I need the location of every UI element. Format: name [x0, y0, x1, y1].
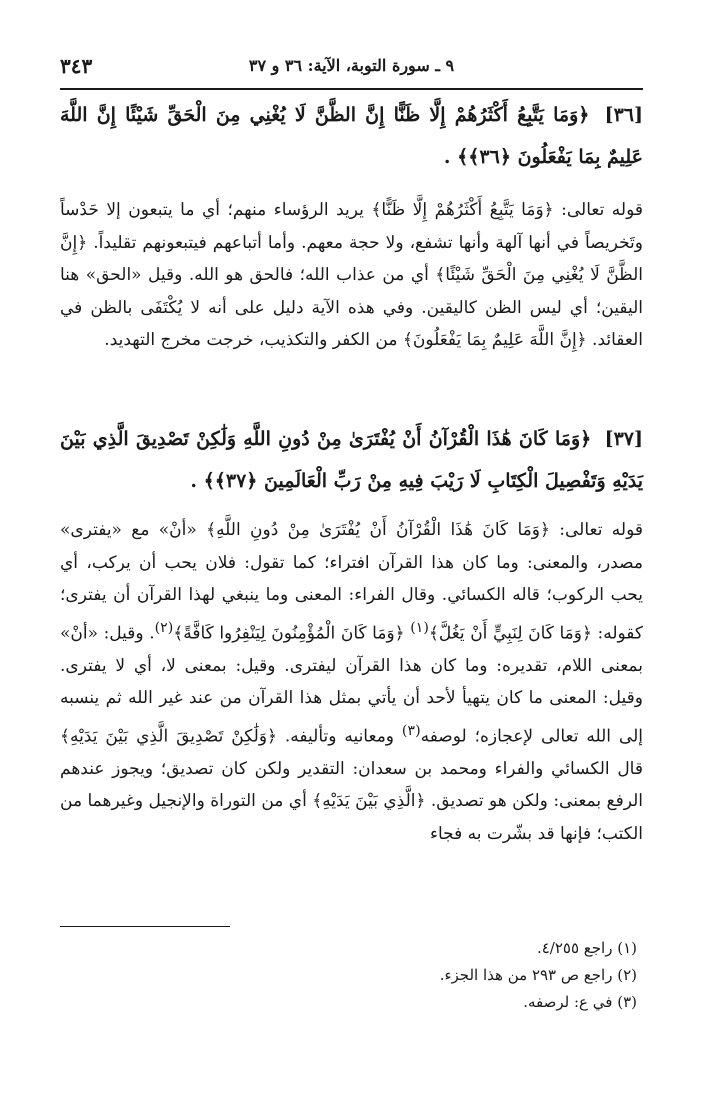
- footnote-ref-1: (١): [410, 619, 429, 636]
- verse-37: [60, 418, 643, 502]
- footnote-3: (٣) في ع: لرصفه.: [523, 993, 637, 1011]
- footnote-1: (١) راجع ٤/٢٥٥.: [536, 939, 637, 957]
- commentary-paragraph-1: قوله تعالى: ﴿وَمَا يَتَّبِعُ أَكْثَرُهُمْ إِلَّا ظَنًّا﴾ يريد الرؤساء منهم؛ أي ما يتبعون إلا حَدْساً وتَخريصاً في أنها آلهة وأنها تشفع، ولا حجة معهم. وأما أتباعهم فيتبعونهم تقليداً. ﴿إِنَّ الظَّنَّ لَا يُغْنِي مِنَ الْحَقِّ شَيْئًا﴾ أي من عذاب الله؛ فالحق هو الله. وقيل «الحق» هنا اليقين؛ أي ليس الظن كاليقين. وفي هذه الآية دليل على أنه لا يُكْتَفَى بالظن في العقائد. ﴿إِنَّ اللَّهَ عَلِيمٌ بِمَا يَفْعَلُونَ﴾ من الكفر والتكذيب، خرجت مخرج التهديد.: [60, 200, 643, 350]
- verse-36: [60, 94, 643, 178]
- paragraph-2-part-4: ومعانيه وتأليفه. ﴿وَلَٰكِنْ تَصْدِيقَ الَّذِي بَيْنَ يَدَيْهِ﴾ قال الكسائي والفراء ومحمد بن سعدان: التقدير ولكن كان تصديق؛ ويجوز عندهم الرفع بمعنى: ولكن هو تصديق. ﴿الَّذِي بَيْنَ يَدَيْهِ﴾ أي من التوراة والإنجيل وغيرهما من الكتب؛ فإنها قد بشّرت به فجاء: [60, 726, 643, 844]
- page-number: ٣٤٣: [60, 54, 93, 78]
- commentary-paragraph-2: [60, 514, 643, 850]
- verse-37-number: [٣٧]: [604, 428, 643, 450]
- page-header: [60, 50, 643, 80]
- verse-36-number: [٣٦]: [604, 104, 643, 126]
- footnote-rule: [60, 926, 230, 927]
- verse-36-text: ﴿وَمَا يَتَّبِعُ أَكْثَرُهُمْ إِلَّا ظَنًّا إِنَّ الظَّنَّ لَا يُغْنِي مِنَ الْحَقِّ شَيْئًا إِنَّ اللَّهَ عَلِيمٌ بِمَا يَفْعَلُونَ ﴿٣٦﴾﴾ .: [60, 104, 643, 168]
- header-rule: [60, 88, 643, 90]
- footnote-ref-2: (٢): [154, 619, 174, 636]
- verse-37-text: ﴿وَمَا كَانَ هَٰذَا الْقُرْآنُ أَنْ يُفْتَرَىٰ مِنْ دُونِ اللَّهِ وَلَٰكِنْ تَصْدِيقَ الَّذِي بَيْنَ يَدَيْهِ وَتَفْصِيلَ الْكِتَابِ لَا رَيْبَ فِيهِ مِنْ رَبِّ الْعَالَمِينَ ﴿٣٧﴾﴾ .: [60, 428, 643, 492]
- footnote-2: (٢) راجع ص ٢٩٣ من هذا الجزء.: [439, 966, 637, 984]
- paragraph-2-part-1: قوله تعالى: ﴿وَمَا كَانَ هَٰذَا الْقُرْآنُ أَنْ يُفْتَرَىٰ مِنْ دُونِ اللَّهِ﴾ «أنْ» مع «يفترى» مصدر، والمعنى: وما كان هذا القرآن افتراء؛ كما تقول: فلان يحب أن يركب، أي يحب الركوب؛ قاله الكسائي. وقال الفراء: المعنى وما ينبغي لهذا القرآن أن يفترى؛ كقوله: ﴿وَمَا كَانَ لِنَبِيٍّ أَنْ يَغُلَّ﴾: [60, 520, 643, 644]
- running-head: ٩ ـ سورة التوبة، الآية: ٣٦ و ٣٧: [248, 56, 455, 75]
- paragraph-2-part-3: . وقيل: «أنْ» بمعنى اللام، تقديره: وما كان هذا القرآن ليفترى. وقيل: بمعنى لا، أي لا يفترى. وقيل: المعنى ما كان يتهيأ لأحد أن يأتي بمثل هذا القرآن من عند غير الله ثم ينسبه إلى الله تعالى لإعجازه؛ لوصفه: [60, 623, 643, 747]
- paragraph-2-part-2: ﴿وَمَا كَانَ الْمُؤْمِنُونَ لِيَنْفِرُوا كَافَّةً﴾: [173, 623, 411, 644]
- footnotes: [200, 935, 637, 1016]
- footnote-ref-3: (٣): [401, 722, 421, 739]
